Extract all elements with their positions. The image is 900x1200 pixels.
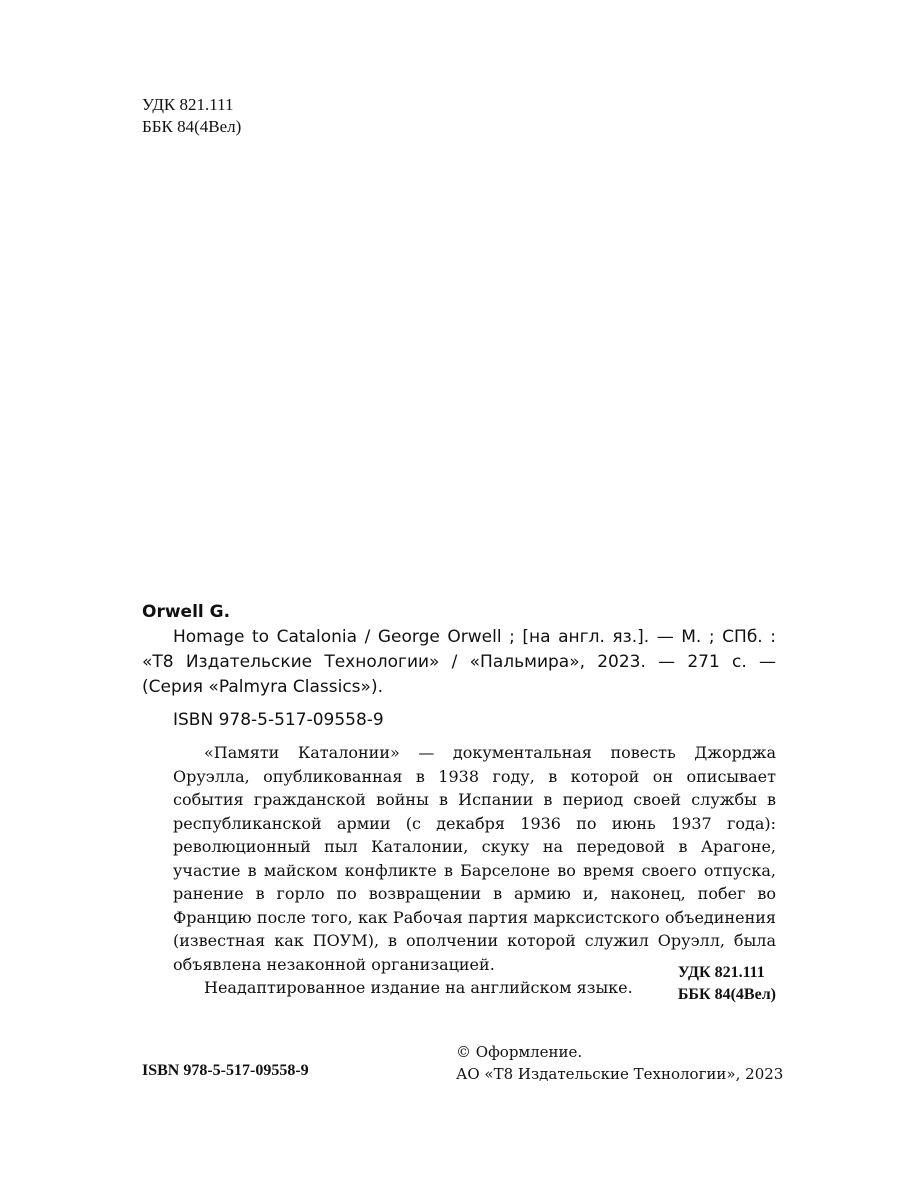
bibliographic-description: Homage to Catalonia / George Orwell ; [на англ. яз.]. — М. ; СПб. : «Т8 Издательские Технологии» / «Пальмира», 2023. — 271 с. — (Серия «Palmyra Classics»).: [142, 627, 776, 697]
edition-note: Неадаптированное издание на английском языке.: [204, 978, 633, 997]
bibliographic-entry: [142, 600, 776, 1000]
bottom-classification-codes: [678, 962, 776, 1006]
author-heading: Orwell G.: [142, 602, 231, 622]
udk-code-bottom: УДК 821.111: [677, 964, 765, 981]
udk-code: УДК 821.111: [142, 95, 234, 114]
copyright-line-holder: АО «Т8 Издательские Технологии», 2023: [456, 1065, 784, 1083]
bbk-code-bottom: ББК 84(4Вел): [677, 986, 776, 1003]
entry-isbn: ISBN 978-5-517-09558-9: [173, 710, 384, 730]
top-classification-codes: [142, 94, 241, 138]
bottom-isbn: ISBN 978-5-517-09558-9: [142, 1062, 309, 1079]
copyright-notice: [456, 1041, 783, 1085]
copyright-line-design: © Оформление.: [456, 1043, 583, 1061]
annotation: [173, 741, 776, 1000]
bbk-code: ББК 84(4Вел): [142, 117, 242, 136]
annotation-text: «Памяти Каталонии» — документальная повесть Джорджа Оруэлла, опубликованная в 1938 году, в которой он описывает события гражданской войны в Испании в период своей службы в республиканской армии (с декабря 1936 по июнь 1937 года): революционный пыл Каталонии, скуку на передовой в Арагоне, участие в майском конфликте в Барселоне во время своего отпуска, ранение в горло по возвращении в армию и, наконец, побег во Францию после того, как Рабочая партия марксистского объединения (известная как ПОУМ), в ополчении которой служил Оруэлл, была объявлена незаконной организацией.: [173, 743, 776, 974]
